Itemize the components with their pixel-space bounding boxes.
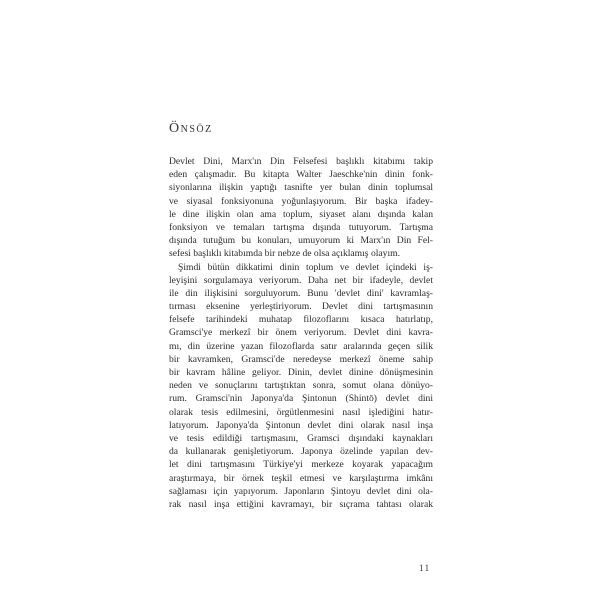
text-line: araştırmaya, bir örnek teşkil etmesi ve karşılaştırma imkânı bbox=[169, 472, 433, 484]
text-line: da kullanarak genişletiyorum. Japonya özelinde yapılan dev- bbox=[169, 446, 433, 458]
text-line: sağlaması için yapıyorum. Japonların Şintoyu devlet dini ola- bbox=[169, 485, 433, 497]
text-line: rum. Gramsci'nin Japonya'da Şintonun (Shintō) devlet dini bbox=[169, 393, 433, 405]
text-line: let dini tartışmasını Türkiye'yi merkeze koyarak yapacağım bbox=[169, 459, 433, 471]
text-line: olarak tesis edilmesini, örgütlenmesini nasıl işlediğini hatır- bbox=[169, 406, 433, 418]
text-line: felsefe tarihindeki muhatap filozoflarını kısaca hatırlatıp, bbox=[169, 314, 433, 326]
text-line: bir kavram hâline geliyor. Dinin, devlet dinine dönüşmesinin bbox=[169, 367, 433, 378]
text-line: dışında tutuğum bu konuları, umuyorum ki Marx'ın Din Fel- bbox=[169, 235, 433, 247]
text-line: Gramsci'ye merkezî bir önem veriyorum. Devlet dini kavra- bbox=[169, 327, 433, 339]
text-line: latıyorum. Japonya'da Şintonun devlet dini olarak nasıl inşa bbox=[169, 419, 433, 431]
text-line: fonksiyon ve temaları tartışma dışında tutuyorum. Tartışma bbox=[169, 221, 433, 233]
text-line: ile din ilişkisini sorguluyorum. Bunu 'devlet dini' kavramlaş- bbox=[169, 287, 433, 299]
text-line: ve siyasal fonksiyonuna yoğunlaşıyorum. Bir başka ifadey- bbox=[169, 195, 433, 207]
text-line: tırması eksenine yerleştiriyorum. Devlet dini tartışmasının bbox=[169, 301, 433, 313]
text-line: rak nasıl inşa ettiğini kavramayı, bir sıçrama tahtası olarak bbox=[169, 498, 433, 510]
text-line: mı, din üzerine yazan filozoflarda satır aralarında geçen silik bbox=[169, 340, 433, 352]
text-line: ve tesis edildiği tartışmasını, Gramsci dışındaki kaynakları bbox=[169, 432, 433, 444]
chapter-heading: Önsöz bbox=[169, 121, 213, 136]
text-line: bir kavramken, Gramsci'de neredeyse merkezî öneme sahip bbox=[169, 353, 433, 365]
text-line: leyişini sorgulamaya veriyorum. Daha net bir ifadeyle, devlet bbox=[169, 274, 433, 286]
text-line: sefesi başlıklı kitabımda bir nebze de olsa açıklamış olayım. bbox=[169, 248, 400, 260]
text-line: neden ve sonuçlarını tartıştıktan sonra, somut olana dönüyo- bbox=[169, 380, 433, 392]
text-line: Devlet Dini, Marx'ın Din Felsefesi başlıklı kitabımı takip bbox=[169, 156, 433, 167]
text-line: eden çalışmadır. Bu kitapta Walter Jaeschke'nin dinin fonk- bbox=[169, 169, 433, 181]
text-line: Şimdi bütün dikkatimi dinin toplum ve devlet içindeki iş- bbox=[178, 261, 433, 273]
page-number: 11 bbox=[419, 563, 431, 573]
text-line: le dine ilişkin olan ama toplum, siyaset alanı dışında kalan bbox=[169, 208, 433, 220]
body-text bbox=[169, 155, 433, 511]
text-line: siyonlarına ilişkin yaptığı tasnifte yer bulan dinin toplumsal bbox=[169, 182, 433, 194]
